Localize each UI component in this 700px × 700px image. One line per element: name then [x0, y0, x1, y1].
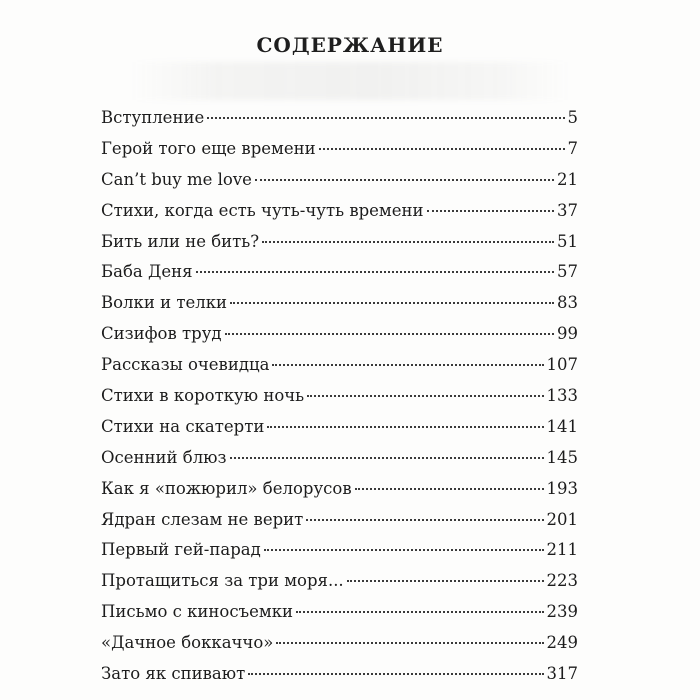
toc-entry-title: Как я «пожюрил» белорусов	[101, 478, 352, 498]
toc-entry-title: Рассказы очевидца	[101, 355, 270, 375]
toc-entry-page-number: 145	[546, 447, 578, 467]
toc-entry-page-number: 133	[546, 386, 578, 406]
toc-entry	[101, 536, 578, 567]
dot-leader	[272, 364, 543, 366]
dot-leader	[296, 611, 544, 613]
toc-entry	[101, 382, 578, 413]
toc-entry	[101, 413, 578, 444]
toc-entry-page-number: 83	[557, 293, 578, 313]
toc-entry	[101, 258, 578, 289]
dot-leader	[355, 488, 544, 490]
toc-entry	[101, 351, 578, 382]
dot-leader	[267, 426, 543, 428]
toc-entry-title: Can’t buy me love	[101, 169, 252, 189]
toc-entry-title: Зато як спивают	[101, 664, 246, 684]
toc-entry-page-number: 141	[546, 416, 578, 436]
dot-leader	[255, 179, 554, 181]
toc-entry-page-number: 193	[546, 478, 578, 498]
toc-entry-title: Стихи в короткую ночь	[101, 386, 305, 406]
toc-entry-page-number: 317	[546, 664, 578, 684]
toc-entry	[101, 320, 578, 351]
toc-entry-page-number: 201	[546, 509, 578, 529]
dot-leader	[262, 241, 554, 243]
dot-leader	[207, 117, 564, 119]
dot-leader	[347, 580, 544, 582]
toc-entry-title: Ядран слезам не верит	[101, 509, 304, 529]
toc-entry	[101, 104, 578, 135]
toc-entry-title: Стихи на скатерти	[101, 416, 265, 436]
toc-entry	[101, 228, 578, 259]
toc-entry-page-number: 239	[546, 602, 578, 622]
toc-entry-title: Первый гей-парад	[101, 540, 261, 560]
toc-entry	[101, 506, 578, 537]
dot-leader	[427, 210, 554, 212]
page-title: СОДЕРЖАНИЕ	[256, 33, 444, 57]
toc-entry-page-number: 249	[546, 633, 578, 653]
dot-leader	[248, 673, 543, 675]
toc-entry	[101, 166, 578, 197]
dot-leader	[230, 457, 544, 459]
toc-entry	[101, 598, 578, 629]
toc-entry-page-number: 5	[567, 108, 578, 127]
toc-entry-title: «Дачное боккаччо»	[101, 633, 274, 653]
dot-leader	[319, 148, 565, 150]
toc-entry-page-number: 21	[557, 169, 578, 189]
dot-leader	[225, 333, 554, 335]
toc-entry-title: Протащиться за три моря...	[101, 571, 344, 591]
toc-entry-title: Стихи, когда есть чуть-чуть времени	[101, 200, 424, 220]
reverse-side-print-shadow	[130, 62, 570, 100]
toc-entry-page-number: 57	[557, 262, 578, 282]
toc-entry-title: Герой того еще времени	[101, 138, 316, 158]
toc-entry-title: Баба Деня	[101, 262, 193, 282]
toc-entry	[101, 197, 578, 228]
toc-entry	[101, 289, 578, 320]
toc-entry-title: Бить или не бить?	[101, 231, 260, 251]
toc-entry	[101, 475, 578, 506]
dot-leader	[196, 271, 554, 273]
toc-entry-title: Сизифов труд	[101, 324, 222, 344]
toc-entry	[101, 444, 578, 475]
toc-entry	[101, 660, 578, 691]
toc-entry-title: Волки и телки	[101, 293, 228, 313]
dot-leader	[276, 642, 543, 644]
toc-entry-page-number: 99	[557, 324, 578, 344]
toc-entry-page-number: 51	[557, 231, 578, 251]
dot-leader	[307, 395, 543, 397]
table-of-contents	[101, 104, 578, 691]
toc-entry	[101, 567, 578, 598]
toc-entry-page-number: 37	[557, 200, 578, 220]
dot-leader	[230, 302, 554, 304]
toc-entry-title: Осенний блюз	[101, 447, 227, 467]
toc-entry-page-number: 211	[546, 540, 578, 560]
dot-leader	[264, 549, 544, 551]
toc-entry-title: Письмо с киносъемки	[101, 602, 293, 622]
toc-entry	[101, 135, 578, 166]
toc-entry	[101, 629, 578, 660]
dot-leader	[306, 519, 543, 521]
toc-entry-page-number: 223	[546, 571, 578, 591]
toc-entry-page-number: 7	[567, 138, 578, 158]
toc-entry-page-number: 107	[546, 355, 578, 375]
toc-entry-title: Вступление	[101, 108, 205, 127]
